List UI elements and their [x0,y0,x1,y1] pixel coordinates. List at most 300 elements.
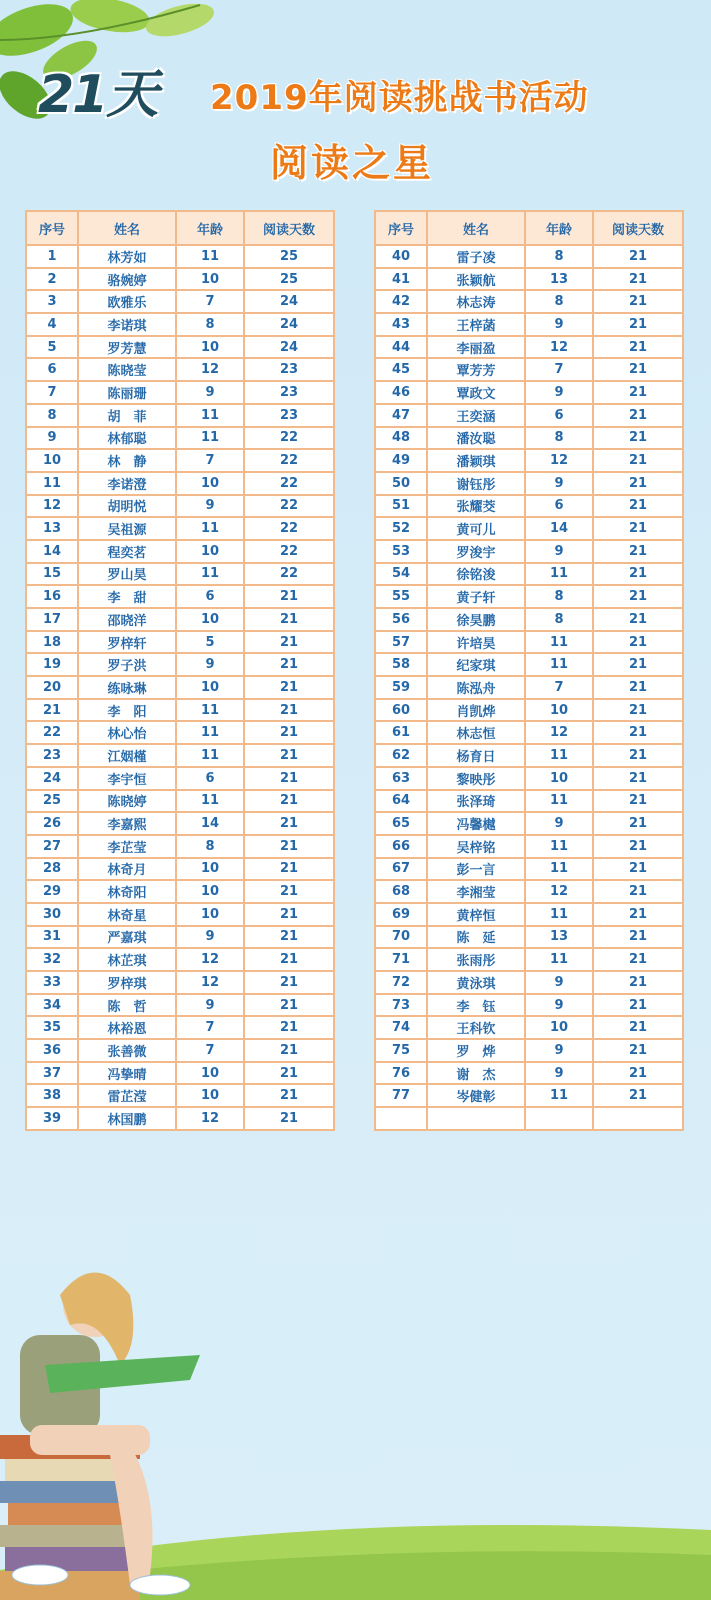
cell-name: 李嘉熙 [78,812,176,835]
cell-number: 2 [26,268,78,291]
cell-name [427,1107,525,1130]
cell-name: 林奇月 [78,858,176,881]
cell-age: 14 [176,812,244,835]
cell-days: 21 [593,1039,683,1062]
cell-name: 冯挚晴 [78,1062,176,1085]
cell-number: 39 [26,1107,78,1130]
cell-age: 12 [176,948,244,971]
table-row [26,994,334,1017]
col-header-name: 姓名 [78,211,176,245]
cell-number: 16 [26,585,78,608]
cell-days: 21 [593,631,683,654]
cell-name: 林芷琪 [78,948,176,971]
cell-days: 21 [593,358,683,381]
table-row [375,336,683,359]
cell-name: 肖凯烨 [427,699,525,722]
cell-age: 13 [525,268,593,291]
cell-age: 11 [176,699,244,722]
cell-age: 10 [176,268,244,291]
cell-name: 江姻槿 [78,744,176,767]
cell-number: 75 [375,1039,427,1062]
table-row [26,608,334,631]
cell-days: 22 [244,472,334,495]
cell-name: 王科钦 [427,1016,525,1039]
table-header-row [26,211,334,245]
cell-number: 57 [375,631,427,654]
cell-number: 42 [375,290,427,313]
cell-number: 35 [26,1016,78,1039]
table-row [26,585,334,608]
cell-name: 罗子洪 [78,653,176,676]
cell-age: 12 [525,721,593,744]
cell-age: 8 [525,608,593,631]
cell-days: 21 [593,744,683,767]
ranking-table-right [374,210,684,1131]
cell-name: 李芷莹 [78,835,176,858]
table-row [375,563,683,586]
cell-age: 7 [525,358,593,381]
cell-days: 24 [244,313,334,336]
cell-days: 21 [593,1084,683,1107]
cell-days: 21 [593,495,683,518]
table-row [26,903,334,926]
table-row [375,631,683,654]
table-row [26,676,334,699]
cell-days: 21 [593,404,683,427]
col-header-number: 序号 [26,211,78,245]
cell-days: 22 [244,427,334,450]
table-row [26,653,334,676]
cell-name: 张善微 [78,1039,176,1062]
cell-number: 27 [26,835,78,858]
cell-days: 21 [593,563,683,586]
cell-age: 10 [525,1016,593,1039]
cell-name: 黎映彤 [427,767,525,790]
cell-days: 25 [244,268,334,291]
page-subtitle: 阅读之星 [270,141,435,185]
cell-days: 21 [244,926,334,949]
cell-number: 14 [26,540,78,563]
col-header-age: 年龄 [525,211,593,245]
cell-age: 11 [525,744,593,767]
table-row [375,880,683,903]
cell-age: 11 [525,903,593,926]
cell-number: 71 [375,948,427,971]
table-row [375,858,683,881]
cell-number: 10 [26,449,78,472]
cell-name: 李 钰 [427,994,525,1017]
cell-name: 张雨彤 [427,948,525,971]
cell-age: 9 [525,1039,593,1062]
cell-age: 9 [525,971,593,994]
cell-age: 11 [176,563,244,586]
cell-age: 9 [525,472,593,495]
table-row [375,994,683,1017]
cell-name: 张泽琦 [427,790,525,813]
table-row [26,767,334,790]
table-row [375,449,683,472]
cell-days: 21 [593,313,683,336]
cell-number: 17 [26,608,78,631]
cell-number: 18 [26,631,78,654]
cell-name: 林郁聪 [78,427,176,450]
cell-name: 林裕恩 [78,1016,176,1039]
table-row [375,313,683,336]
table-row [26,427,334,450]
cell-name: 谢钰彤 [427,472,525,495]
table-row [375,381,683,404]
cell-age: 12 [176,358,244,381]
cell-days: 21 [593,948,683,971]
table-row [26,313,334,336]
cell-name: 陈 哲 [78,994,176,1017]
table-row [26,631,334,654]
cell-number: 9 [26,427,78,450]
cell-number: 3 [26,290,78,313]
cell-name: 黄泳琪 [427,971,525,994]
cell-name: 岑健彰 [427,1084,525,1107]
table-row [375,1107,683,1130]
cell-number: 4 [26,313,78,336]
cell-name: 许培昊 [427,631,525,654]
cell-age: 11 [176,517,244,540]
cell-number: 76 [375,1062,427,1085]
table-row [375,245,683,268]
cell-days: 21 [244,585,334,608]
cell-name: 林志恒 [427,721,525,744]
cell-days: 21 [244,971,334,994]
cell-age: 10 [176,472,244,495]
cell-days: 21 [244,676,334,699]
cell-number: 43 [375,313,427,336]
cell-age: 9 [176,994,244,1017]
cell-number: 5 [26,336,78,359]
cell-name: 覃政文 [427,381,525,404]
cell-name: 李丽盈 [427,336,525,359]
cell-age: 13 [525,926,593,949]
cell-number: 41 [375,268,427,291]
col-header-days: 阅读天数 [593,211,683,245]
table-row [375,926,683,949]
cell-name: 罗芳慧 [78,336,176,359]
cell-name: 潘汝聪 [427,427,525,450]
cell-name: 林奇阳 [78,880,176,903]
table-row [375,1016,683,1039]
cell-days: 21 [593,472,683,495]
table-row [26,971,334,994]
cell-number: 47 [375,404,427,427]
cell-age: 11 [176,404,244,427]
cell-age: 10 [176,1084,244,1107]
cell-name: 李宇恒 [78,767,176,790]
cell-name: 林心怡 [78,721,176,744]
cell-number: 7 [26,381,78,404]
table-row [26,540,334,563]
cell-days: 23 [244,381,334,404]
cell-days: 21 [593,381,683,404]
table-row [375,790,683,813]
cell-days: 21 [244,948,334,971]
cell-days: 21 [593,835,683,858]
cell-number: 70 [375,926,427,949]
cell-days: 21 [593,245,683,268]
cell-age: 11 [525,653,593,676]
cell-age: 11 [525,858,593,881]
cell-number: 40 [375,245,427,268]
cell-name: 林志涛 [427,290,525,313]
cell-number: 21 [26,699,78,722]
cell-number: 30 [26,903,78,926]
cell-days: 21 [244,835,334,858]
cell-name: 邵晓洋 [78,608,176,631]
cell-days: 21 [244,631,334,654]
cell-age: 11 [525,631,593,654]
cell-age: 9 [525,381,593,404]
cell-days: 23 [244,358,334,381]
cell-days: 21 [244,699,334,722]
table-row [26,699,334,722]
cell-number: 56 [375,608,427,631]
cell-days: 21 [244,1062,334,1085]
table-row [26,880,334,903]
cell-age: 11 [525,835,593,858]
cell-age: 6 [525,404,593,427]
table-row [375,404,683,427]
cell-age: 9 [176,495,244,518]
table-row [375,517,683,540]
cell-days: 22 [244,449,334,472]
cell-days: 21 [593,721,683,744]
col-header-number: 序号 [375,211,427,245]
cell-number: 31 [26,926,78,949]
table-row [375,290,683,313]
cell-name: 胡 菲 [78,404,176,427]
cell-number: 19 [26,653,78,676]
cell-days: 21 [244,721,334,744]
cell-number: 68 [375,880,427,903]
cell-number [375,1107,427,1130]
cell-age: 8 [176,835,244,858]
table-row [375,971,683,994]
cell-age: 12 [176,1107,244,1130]
cell-age: 10 [176,880,244,903]
cell-days: 21 [593,517,683,540]
cell-name: 徐铭浚 [427,563,525,586]
cell-number: 26 [26,812,78,835]
cell-number: 74 [375,1016,427,1039]
cell-number: 37 [26,1062,78,1085]
cell-days: 21 [593,585,683,608]
table-row [26,449,334,472]
cell-number: 34 [26,994,78,1017]
cell-age: 7 [176,1039,244,1062]
cell-name: 彭一言 [427,858,525,881]
cell-number: 44 [375,336,427,359]
cell-age: 9 [525,313,593,336]
cell-name: 李湘莹 [427,880,525,903]
cell-name: 罗梓琪 [78,971,176,994]
cell-number: 36 [26,1039,78,1062]
table-row [26,563,334,586]
table-row [375,427,683,450]
table-row [375,699,683,722]
cell-age: 6 [525,495,593,518]
cell-days: 21 [244,653,334,676]
cell-days: 21 [244,1016,334,1039]
cell-age: 11 [176,245,244,268]
cell-name: 谢 杰 [427,1062,525,1085]
cell-number: 15 [26,563,78,586]
cell-name: 吴梓铭 [427,835,525,858]
cell-days: 21 [593,336,683,359]
cell-name: 林奇星 [78,903,176,926]
cell-number: 50 [375,472,427,495]
cell-number: 24 [26,767,78,790]
cell-number: 45 [375,358,427,381]
cell-number: 48 [375,427,427,450]
cell-name: 杨育日 [427,744,525,767]
table-row [375,1084,683,1107]
table-row [26,858,334,881]
table-row [26,358,334,381]
table-row [375,472,683,495]
table-row [26,517,334,540]
cell-days: 21 [244,767,334,790]
cell-days: 22 [244,495,334,518]
cell-age: 10 [525,767,593,790]
cell-age: 6 [176,585,244,608]
cell-number: 38 [26,1084,78,1107]
cell-number: 6 [26,358,78,381]
table-row [375,1039,683,1062]
cell-age: 10 [176,903,244,926]
cell-days: 22 [244,540,334,563]
cell-name: 李诺澄 [78,472,176,495]
cell-age: 7 [176,1016,244,1039]
table-row [375,676,683,699]
table-row [375,812,683,835]
cell-number: 63 [375,767,427,790]
cell-number: 77 [375,1084,427,1107]
cell-name: 陈 延 [427,926,525,949]
table-row [375,358,683,381]
cell-number: 66 [375,835,427,858]
cell-name: 张颖航 [427,268,525,291]
table-row [375,608,683,631]
cell-age: 8 [525,245,593,268]
cell-age: 9 [525,994,593,1017]
cell-days: 21 [593,903,683,926]
cell-age: 12 [525,449,593,472]
cell-number: 61 [375,721,427,744]
cell-age: 8 [525,427,593,450]
cell-number: 52 [375,517,427,540]
cell-days: 21 [593,971,683,994]
table-row [26,835,334,858]
table-row [375,721,683,744]
cell-days: 21 [593,994,683,1017]
ranking-table-left [25,210,335,1131]
cell-age: 9 [176,926,244,949]
cell-days: 21 [593,290,683,313]
cell-days: 21 [244,880,334,903]
cell-age: 11 [525,563,593,586]
table-row [375,268,683,291]
cell-age: 12 [525,336,593,359]
cell-days: 21 [244,608,334,631]
table-row [375,495,683,518]
cell-name: 欧雅乐 [78,290,176,313]
cell-days: 21 [593,1016,683,1039]
cell-name: 潘颖琪 [427,449,525,472]
cell-age: 7 [176,449,244,472]
cell-number: 32 [26,948,78,971]
cell-name: 张耀茭 [427,495,525,518]
cell-age: 7 [176,290,244,313]
cell-name: 黄梓恒 [427,903,525,926]
cell-days: 21 [244,1084,334,1107]
cell-days: 21 [593,880,683,903]
cell-days: 21 [593,790,683,813]
cell-age: 8 [525,290,593,313]
table-row [26,404,334,427]
cell-age: 6 [176,767,244,790]
table-row [26,245,334,268]
cell-name: 林芳如 [78,245,176,268]
cell-number: 69 [375,903,427,926]
cell-number: 58 [375,653,427,676]
table-row [375,585,683,608]
cell-age: 10 [176,858,244,881]
cell-days: 21 [593,926,683,949]
cell-age: 9 [525,540,593,563]
table-row [26,290,334,313]
table-row [26,336,334,359]
cell-age: 11 [176,790,244,813]
table-row [26,1039,334,1062]
col-header-days: 阅读天数 [244,211,334,245]
cell-name: 程奕茗 [78,540,176,563]
cell-name: 陈晓莹 [78,358,176,381]
cell-name: 林 静 [78,449,176,472]
cell-days: 23 [244,404,334,427]
cell-name: 黄可儿 [427,517,525,540]
cell-number: 20 [26,676,78,699]
cell-days: 21 [593,653,683,676]
cell-name: 陈丽珊 [78,381,176,404]
cell-days: 21 [593,767,683,790]
cell-days: 21 [244,994,334,1017]
cell-age: 10 [525,699,593,722]
cell-number: 67 [375,858,427,881]
cell-number: 65 [375,812,427,835]
cell-name: 练咏琳 [78,676,176,699]
cell-age: 10 [176,336,244,359]
cell-age: 7 [525,676,593,699]
table-row [26,721,334,744]
girl-reading-illustration [0,1255,210,1600]
cell-days: 21 [244,1039,334,1062]
cell-days: 21 [593,676,683,699]
cell-age: 10 [176,676,244,699]
cell-age: 10 [176,540,244,563]
cell-number: 12 [26,495,78,518]
cell-age: 11 [525,1084,593,1107]
cell-number: 28 [26,858,78,881]
cell-name: 王梓菡 [427,313,525,336]
table-row [375,948,683,971]
cell-days: 22 [244,517,334,540]
